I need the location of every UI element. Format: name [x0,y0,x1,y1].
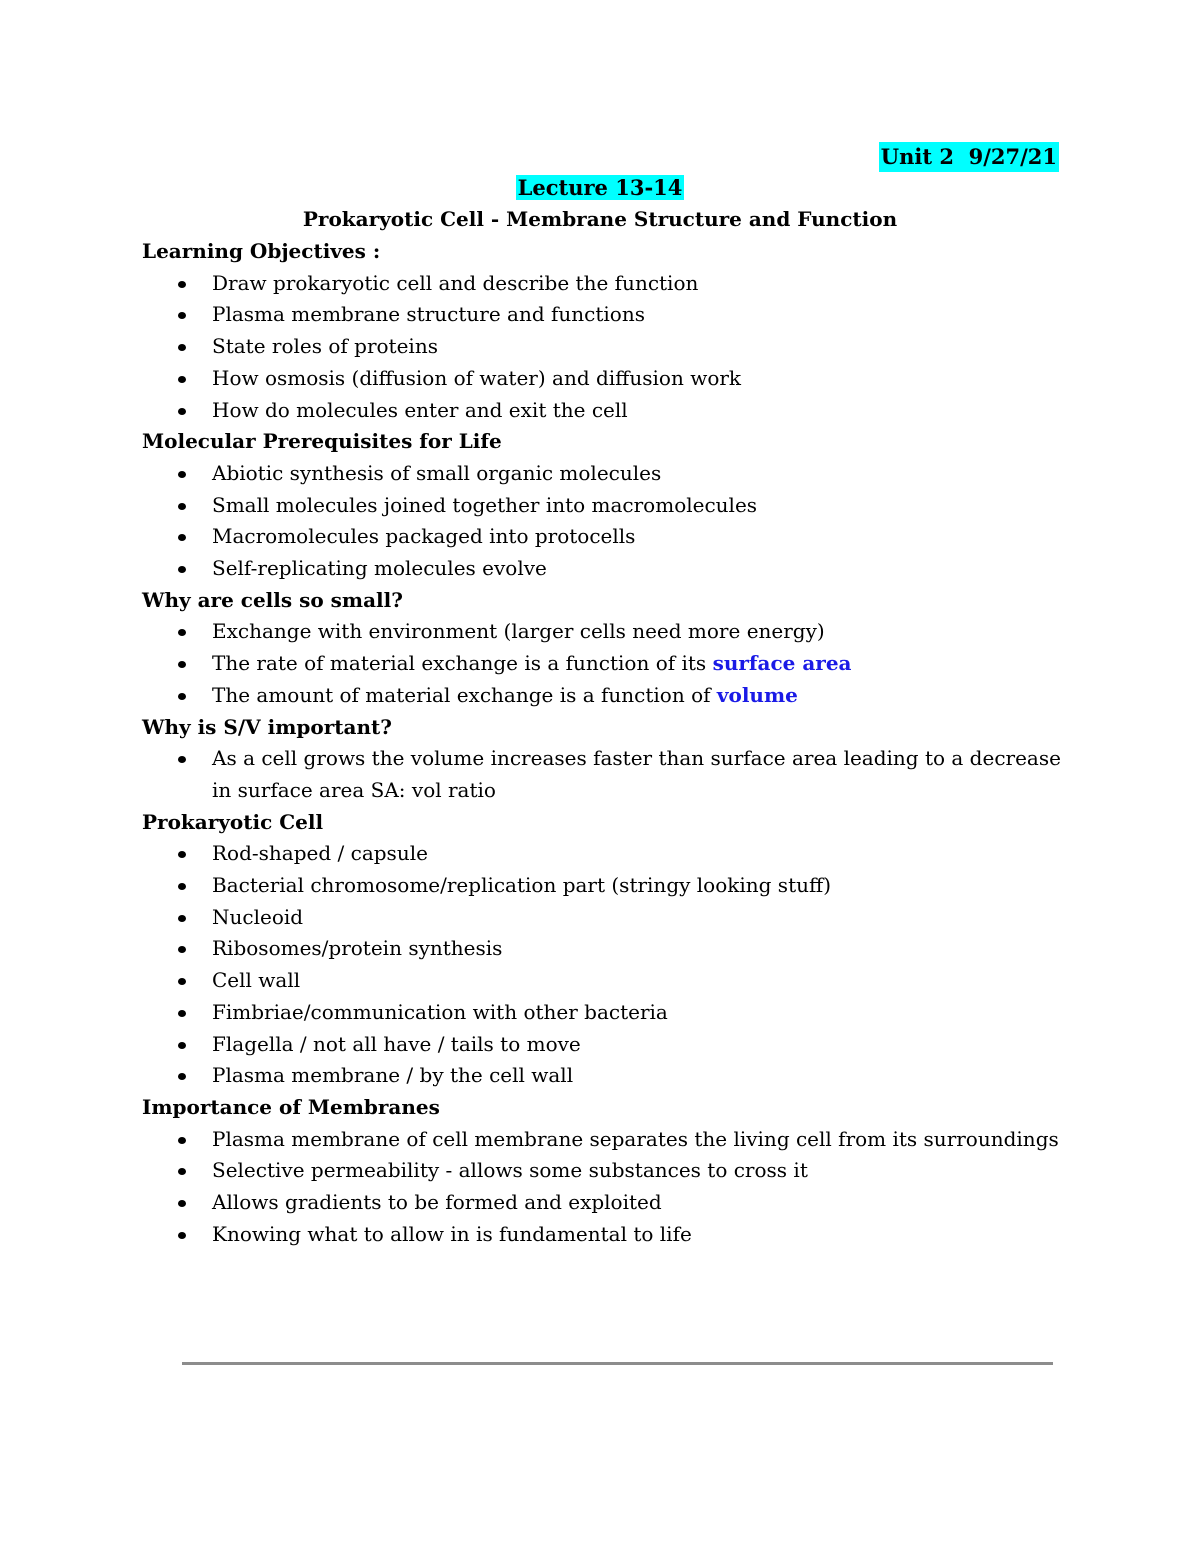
list-item [142,490,1062,522]
list-item [142,933,1062,965]
list-item-text: Abiotic synthesis of small organic molecules [212,460,662,485]
bullet-icon [178,661,186,668]
bullet-list [142,458,1062,585]
list-item-text: Cell wall [212,968,301,993]
list-item [142,838,1062,870]
page-divider [182,1362,1053,1365]
list-item-text: Plasma membrane / by the cell wall [212,1063,574,1088]
bullet-icon [178,1232,186,1239]
bullet-icon [178,344,186,351]
page-subtitle: Prokaryotic Cell - Membrane Structure and Function [302,207,898,231]
list-item [142,965,1062,997]
section-heading: Molecular Prerequisites for Life [142,429,502,454]
bullet-icon [178,534,186,541]
bullet-icon [178,503,186,510]
list-item [142,1187,1062,1219]
bullet-icon [178,1168,186,1175]
bullet-icon [178,312,186,319]
section-heading: Why is S/V important? [142,714,392,739]
list-item-text: Plasma membrane of cell membrane separates the living cell from its surroundings [212,1126,1059,1151]
bullet-list [142,616,1062,711]
list-item [142,1155,1062,1187]
list-item [142,648,1062,680]
bullet-list [142,838,1062,1092]
list-item [142,521,1062,553]
bullet-icon [178,978,186,985]
list-item [142,1029,1062,1061]
list-item-text: The rate of material exchange is a function of its [212,651,713,676]
list-item [142,553,1062,585]
bullet-icon [178,1200,186,1207]
bullet-icon [178,566,186,573]
list-item [142,1060,1062,1092]
bullet-list [142,1124,1062,1251]
bullet-icon [178,1042,186,1049]
list-item-text: Macromolecules packaged into protocells [212,524,636,549]
lecture-title [0,173,1200,203]
list-item [142,363,1062,395]
list-item [142,997,1062,1029]
section-heading: Learning Objectives : [142,239,381,263]
list-item [142,458,1062,490]
bullet-icon [178,376,186,383]
bullet-icon [178,756,186,763]
list-item-text: Draw prokaryotic cell and describe the function [212,270,699,295]
bullet-icon [178,915,186,922]
bullet-icon [178,1137,186,1144]
list-item-text: State roles of proteins [212,334,438,359]
list-item [142,1219,1062,1251]
emphasized-term: volume [716,682,798,707]
list-item [142,395,1062,427]
bullet-list [142,743,1062,806]
list-item-text: Bacterial chromosome/replication part (stringy looking stuff) [212,873,832,898]
list-item-text: Fimbriae/communication with other bacteria [212,999,668,1024]
list-item [142,680,1062,712]
bullet-icon [178,1073,186,1080]
list-item-text: Allows gradients to be formed and exploited [212,1190,662,1215]
list-item-text: Exchange with environment (larger cells need more energy) [212,619,825,644]
bullet-icon [178,693,186,700]
section-heading: Prokaryotic Cell [142,809,324,834]
list-item-text: Flagella / not all have / tails to move [212,1031,581,1056]
list-item-text: As a cell grows the volume increases faster than surface area leading to a decrease in surface area SA: vol ratio [212,746,1061,802]
bullet-icon [178,471,186,478]
bullet-icon [178,408,186,415]
list-item-text: How osmosis (diffusion of water) and diffusion work [212,365,742,390]
list-item-text: How do molecules enter and exit the cell [212,397,628,422]
list-item [142,1124,1062,1156]
list-item [142,331,1062,363]
list-item-text: The amount of material exchange is a function of [212,682,717,707]
list-item [142,870,1062,902]
list-item-text: Self-replicating molecules evolve [212,556,547,581]
list-item [142,268,1062,300]
bullet-icon [178,629,186,636]
bullet-icon [178,281,186,288]
list-item-text: Selective permeability - allows some substances to cross it [212,1158,808,1183]
list-item [142,743,1062,806]
list-item [142,902,1062,934]
lecture-title-text: Lecture 13-14 [517,175,683,200]
bullet-icon [178,946,186,953]
notes-body [142,236,1062,1251]
emphasized-term: surface area [712,651,852,676]
list-item-text: Nucleoid [212,904,304,929]
list-item-text: Plasma membrane structure and functions [212,302,645,327]
list-item [142,616,1062,648]
bullet-list [142,268,1062,427]
bullet-icon [178,1010,186,1017]
bullet-icon [178,851,186,858]
list-item-text: Ribosomes/protein synthesis [212,936,503,961]
unit-date-label: Unit 2 9/27/21 [879,142,1059,172]
list-item-text: Knowing what to allow in is fundamental to life [212,1221,692,1246]
section-heading: Why are cells so small? [142,587,403,612]
list-item-text: Rod-shaped / capsule [212,841,428,866]
list-item [142,299,1062,331]
section-heading: Importance of Membranes [142,1094,440,1119]
list-item-text: Small molecules joined together into macromolecules [212,492,758,517]
bullet-icon [178,883,186,890]
